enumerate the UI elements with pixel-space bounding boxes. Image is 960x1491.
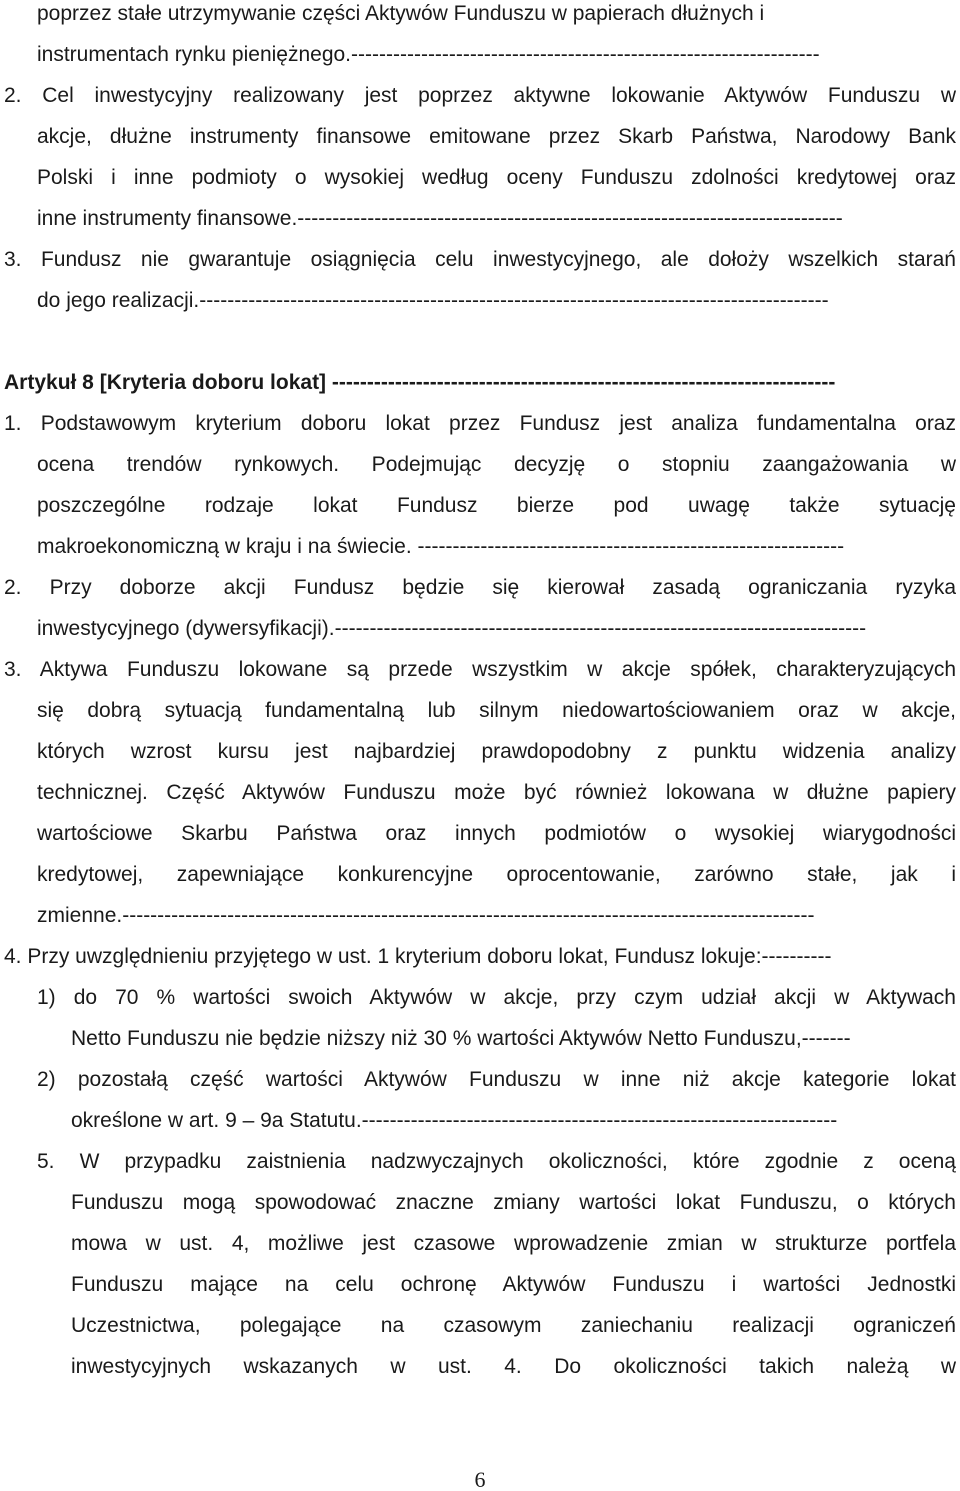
- text-line: akcje, dłużne instrumenty finansowe emitowane przez Skarb Państwa, Narodowy Bank: [37, 125, 956, 148]
- text-line: inwestycyjnego (dywersyfikacji).----------------------------------------------------------------------------: [37, 617, 867, 640]
- text-line: wartościowe Skarbu Państwa oraz innych podmiotów o wysokiej wiarygodności: [37, 822, 956, 845]
- text-line: się dobrą sytuacją fundamentalną lub silnym niedowartościowaniem oraz w akcje,: [37, 699, 956, 722]
- text-line: 1. Podstawowym kryterium doboru lokat przez Fundusz jest analiza fundamentalna oraz: [4, 412, 956, 435]
- text-line: Polski i inne podmioty o wysokiej według oceny Funduszu zdolności kredytowej oraz: [37, 166, 956, 189]
- text-line: inne instrumenty finansowe.------------------------------------------------------------------------------: [37, 207, 843, 230]
- page-number: 6: [474, 1467, 486, 1491]
- text-line: kredytowej, zapewniające konkurencyjne oprocentowanie, zarówno stałe, jak i: [37, 863, 956, 886]
- text-line: określone w art. 9 – 9a Statutu.--------------------------------------------------------------------: [71, 1109, 838, 1132]
- text-line: 3. Aktywa Funduszu lokowane są przede wszystkim w akcje spółek, charakteryzujących: [4, 658, 956, 681]
- text-line: 3. Fundusz nie gwarantuje osiągnięcia celu inwestycyjnego, ale dołoży wszelkich starań: [4, 248, 956, 271]
- text-line: 2. Cel inwestycyjny realizowany jest poprzez aktywne lokowanie Aktywów Funduszu w: [4, 84, 956, 107]
- text-line: 2. Przy doborze akcji Fundusz będzie się kierował zasadą ograniczania ryzyka: [4, 576, 956, 599]
- text-line: Funduszu mające na celu ochronę Aktywów Funduszu i wartości Jednostki: [71, 1273, 956, 1296]
- text-line: instrumentach rynku pieniężnego.-------------------------------------------------------------------: [37, 43, 820, 66]
- text-line: technicznej. Część Aktywów Funduszu może być również lokowana w dłużne papiery: [37, 781, 956, 804]
- text-line: poszczególne rodzaje lokat Fundusz bierze pod uwagę także sytuację: [37, 494, 956, 517]
- text-line: 4. Przy uwzględnieniu przyjętego w ust. 1 kryterium doboru lokat, Fundusz lokuje:----------: [4, 945, 832, 968]
- text-line: makroekonomiczną w kraju i na świecie. -------------------------------------------------------------: [37, 535, 845, 558]
- text-line: mowa w ust. 4, możliwe jest czasowe wprowadzenie zmian w strukturze portfela: [71, 1232, 956, 1255]
- text-line: inwestycyjnych wskazanych w ust. 4. Do okoliczności takich należą w: [71, 1355, 956, 1378]
- text-line: ocena trendów rynkowych. Podejmując decyzję o stopniu zaangażowania w: [37, 453, 956, 476]
- text-line: zmienne.---------------------------------------------------------------------------------------------------: [37, 904, 815, 927]
- text-line: 2) pozostałą część wartości Aktywów Funduszu w inne niż akcje kategorie lokat: [37, 1068, 956, 1091]
- article-heading: Artykuł 8 [Kryteria doboru lokat] ------------------------------------------------------------------------: [4, 371, 836, 394]
- text-line: Funduszu mogą spowodować znaczne zmiany wartości lokat Funduszu, o których: [71, 1191, 956, 1214]
- text-line: poprzez stałe utrzymywanie części Aktywów Funduszu w papierach dłużnych i: [37, 2, 765, 25]
- text-line: do jego realizacji.------------------------------------------------------------------------------------------: [37, 289, 829, 312]
- text-line: Uczestnictwa, polegające na czasowym zaniechaniu realizacji ograniczeń: [71, 1314, 956, 1337]
- text-line: 5. W przypadku zaistnienia nadzwyczajnych okoliczności, które zgodnie z oceną: [37, 1150, 956, 1173]
- text-line: 1) do 70 % wartości swoich Aktywów w akcje, przy czym udział akcji w Aktywach: [37, 986, 956, 1009]
- text-line: których wzrost kursu jest najbardziej prawdopodobny z punktu widzenia analizy: [37, 740, 956, 763]
- text-line: Netto Funduszu nie będzie niższy niż 30 % wartości Aktywów Netto Funduszu,-------: [71, 1027, 851, 1050]
